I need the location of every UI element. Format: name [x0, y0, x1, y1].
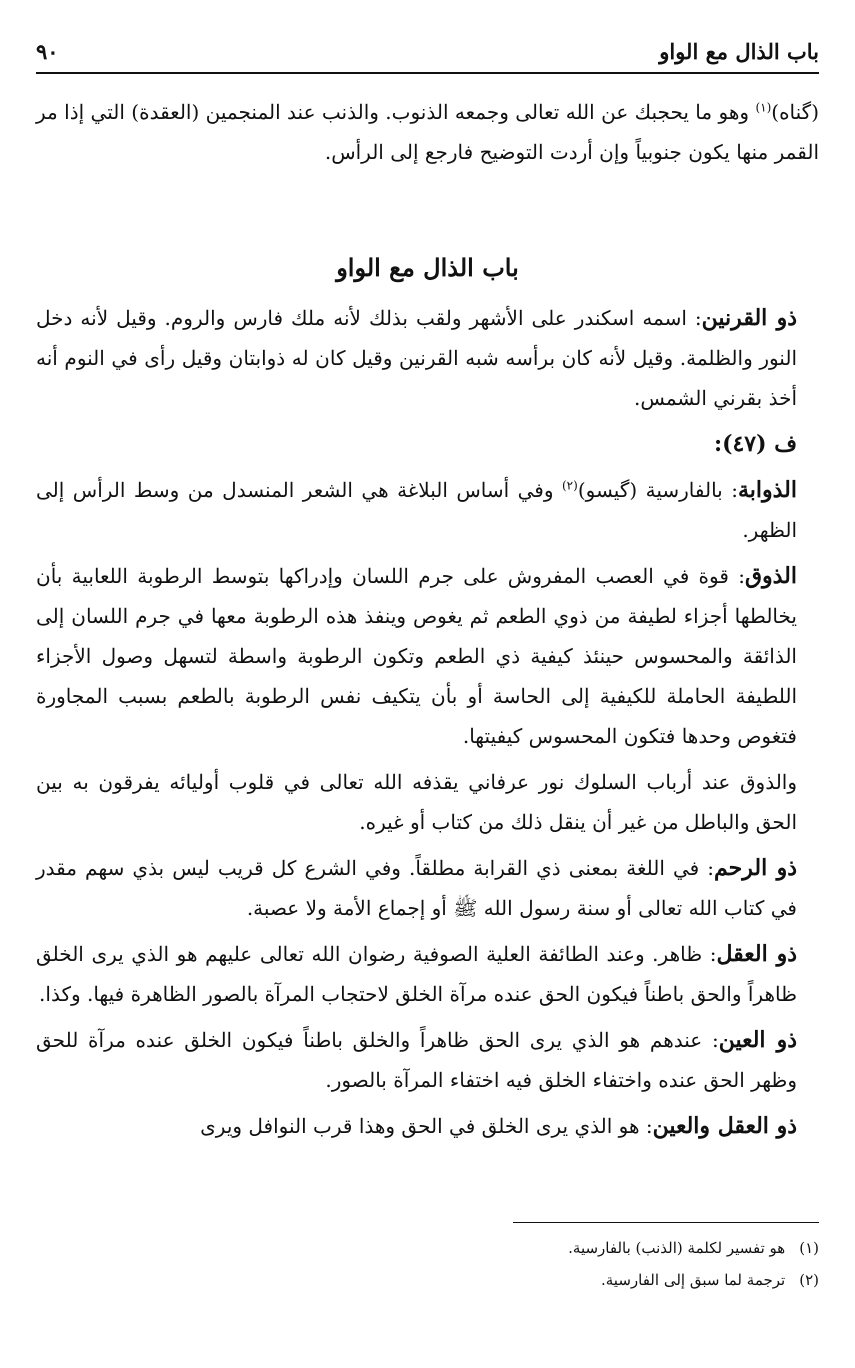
entry-term: الذوابة	[737, 477, 797, 503]
entry-term: ذو القرنين	[701, 305, 798, 331]
entry-text: : عندهم هو الذي يرى الحق ظاهراً والخلق باطناً فيكون الخلق عنده مرآة للحق وظهر الحق عنده واختفاء الخلق فيه اختفاء المرآة بالصور.	[36, 1028, 797, 1092]
entry-term: ذو العين	[718, 1027, 797, 1053]
entry-dhul-aql-wal-ayn	[36, 1106, 819, 1146]
entry-text: : هو الذي يرى الخلق في الحق وهذا قرب النوافل ويرى	[200, 1114, 653, 1138]
footnote-ref-2: (٢)	[561, 478, 578, 493]
entry-dhul-rahim	[36, 848, 819, 928]
entry-dhawq-continuation: والذوق عند أرباب السلوك نور عرفاني يقذفه الله تعالى في قلوب أوليائه يفرقون به بين الحق والباطل من غير أن ينقل ذلك من كتاب أو غيره.	[36, 770, 797, 834]
intro-text-start: (گناه)	[771, 100, 819, 124]
footnote-1	[36, 1232, 819, 1264]
section-heading: باب الذال مع الواو	[336, 253, 519, 282]
page-body	[36, 92, 819, 1146]
footnote-number: (٢)	[799, 1271, 819, 1289]
entry-dhul-qarnayn	[36, 298, 819, 418]
entry-dhuaba	[36, 470, 819, 550]
intro-paragraph	[36, 92, 819, 172]
footnote-divider	[513, 1222, 819, 1223]
entry-dhawq	[36, 556, 819, 756]
entry-term: ذو العقل	[716, 941, 797, 967]
entry-text-start: : بالفارسية (گيسو)	[577, 478, 738, 502]
footnote-ref-1: (١)	[755, 100, 772, 115]
footnote-number: (١)	[799, 1239, 819, 1257]
page-number: ٩٠	[36, 38, 59, 64]
footnote-2	[36, 1264, 819, 1296]
footnote-text: هو تفسير لكلمة (الذنب) بالفارسية.	[568, 1239, 786, 1257]
entry-term: ذو الرحم	[714, 855, 797, 881]
footnote-text: ترجمة لما سبق إلى الفارسية.	[601, 1271, 786, 1289]
running-header	[36, 30, 819, 74]
entry-text: : في اللغة بمعنى ذي القرابة مطلقاً. وفي الشرع كل قريب ليس بذي سهم مقدر في كتاب الله تعالى أو سنة رسول الله ﷺ أو إجماع الأمة ولا عصبة.	[36, 856, 797, 920]
section-marker-label: ف (٤٧):	[713, 431, 797, 457]
entry-text: : ظاهر. وعند الطائفة العلية الصوفية رضوان الله تعالى عليهم هو الذي يرى الخلق ظاهراً والحق باطناً فيكون الحق عنده مرآة الخلق لاحتجاب المرآة بالصور الظاهرة فيها. وكذا.	[36, 942, 797, 1006]
running-title: باب الذال مع الواو	[659, 38, 819, 64]
footnotes	[36, 1232, 819, 1296]
entry-dhul-ayn	[36, 1020, 819, 1100]
section-marker	[36, 424, 819, 464]
entry-text: : اسمه اسكندر على الأشهر ولقب بذلك لأنه ملك فارس والروم. وقيل لأنه دخل النور والظلمة. وقيل لأنه كان برأسه شبه القرنين وقيل كان له ذوابتان وقيل رأى في النوم أنه أخذ بقرني الشمس.	[36, 306, 797, 410]
intro-text-rest: وهو ما يحجبك عن الله تعالى وجمعه الذنوب. والذنب عند المنجمين (العقدة) التي إذا مر القمر منها يكون جنوبياً وإن أردت التوضيح فارجع إلى الرأس.	[36, 100, 819, 164]
entry-text: : قوة في العصب المفروش على جرم اللسان وإدراكها بتوسط الرطوبة اللعابية بأن يخالطها أجزاء لطيفة من ذوي الطعم ثم يغوص وينفذ هذه الرطوبة معها في جرم اللسان إلى الذائقة والمحسوس حينئذ كيفية ذي الطعم وتكون الرطوبة واسطة لتسهل وصول الأجزاء اللطيفة الحاملة للكيفية إلى الحاسة أو بأن يتكيف نفس الرطوبة بالطعم بسبب المجاورة فتغوص وحدها فتكون المحسوس كيفيتها.	[36, 564, 797, 748]
entry-term: ذو العقل والعين	[652, 1113, 797, 1139]
entry-term: الذوق	[744, 563, 797, 589]
entry-text-rest: وفي أساس البلاغة هي الشعر المنسدل من وسط الرأس إلى الظهر.	[36, 478, 797, 542]
entry-dhul-aql	[36, 934, 819, 1014]
